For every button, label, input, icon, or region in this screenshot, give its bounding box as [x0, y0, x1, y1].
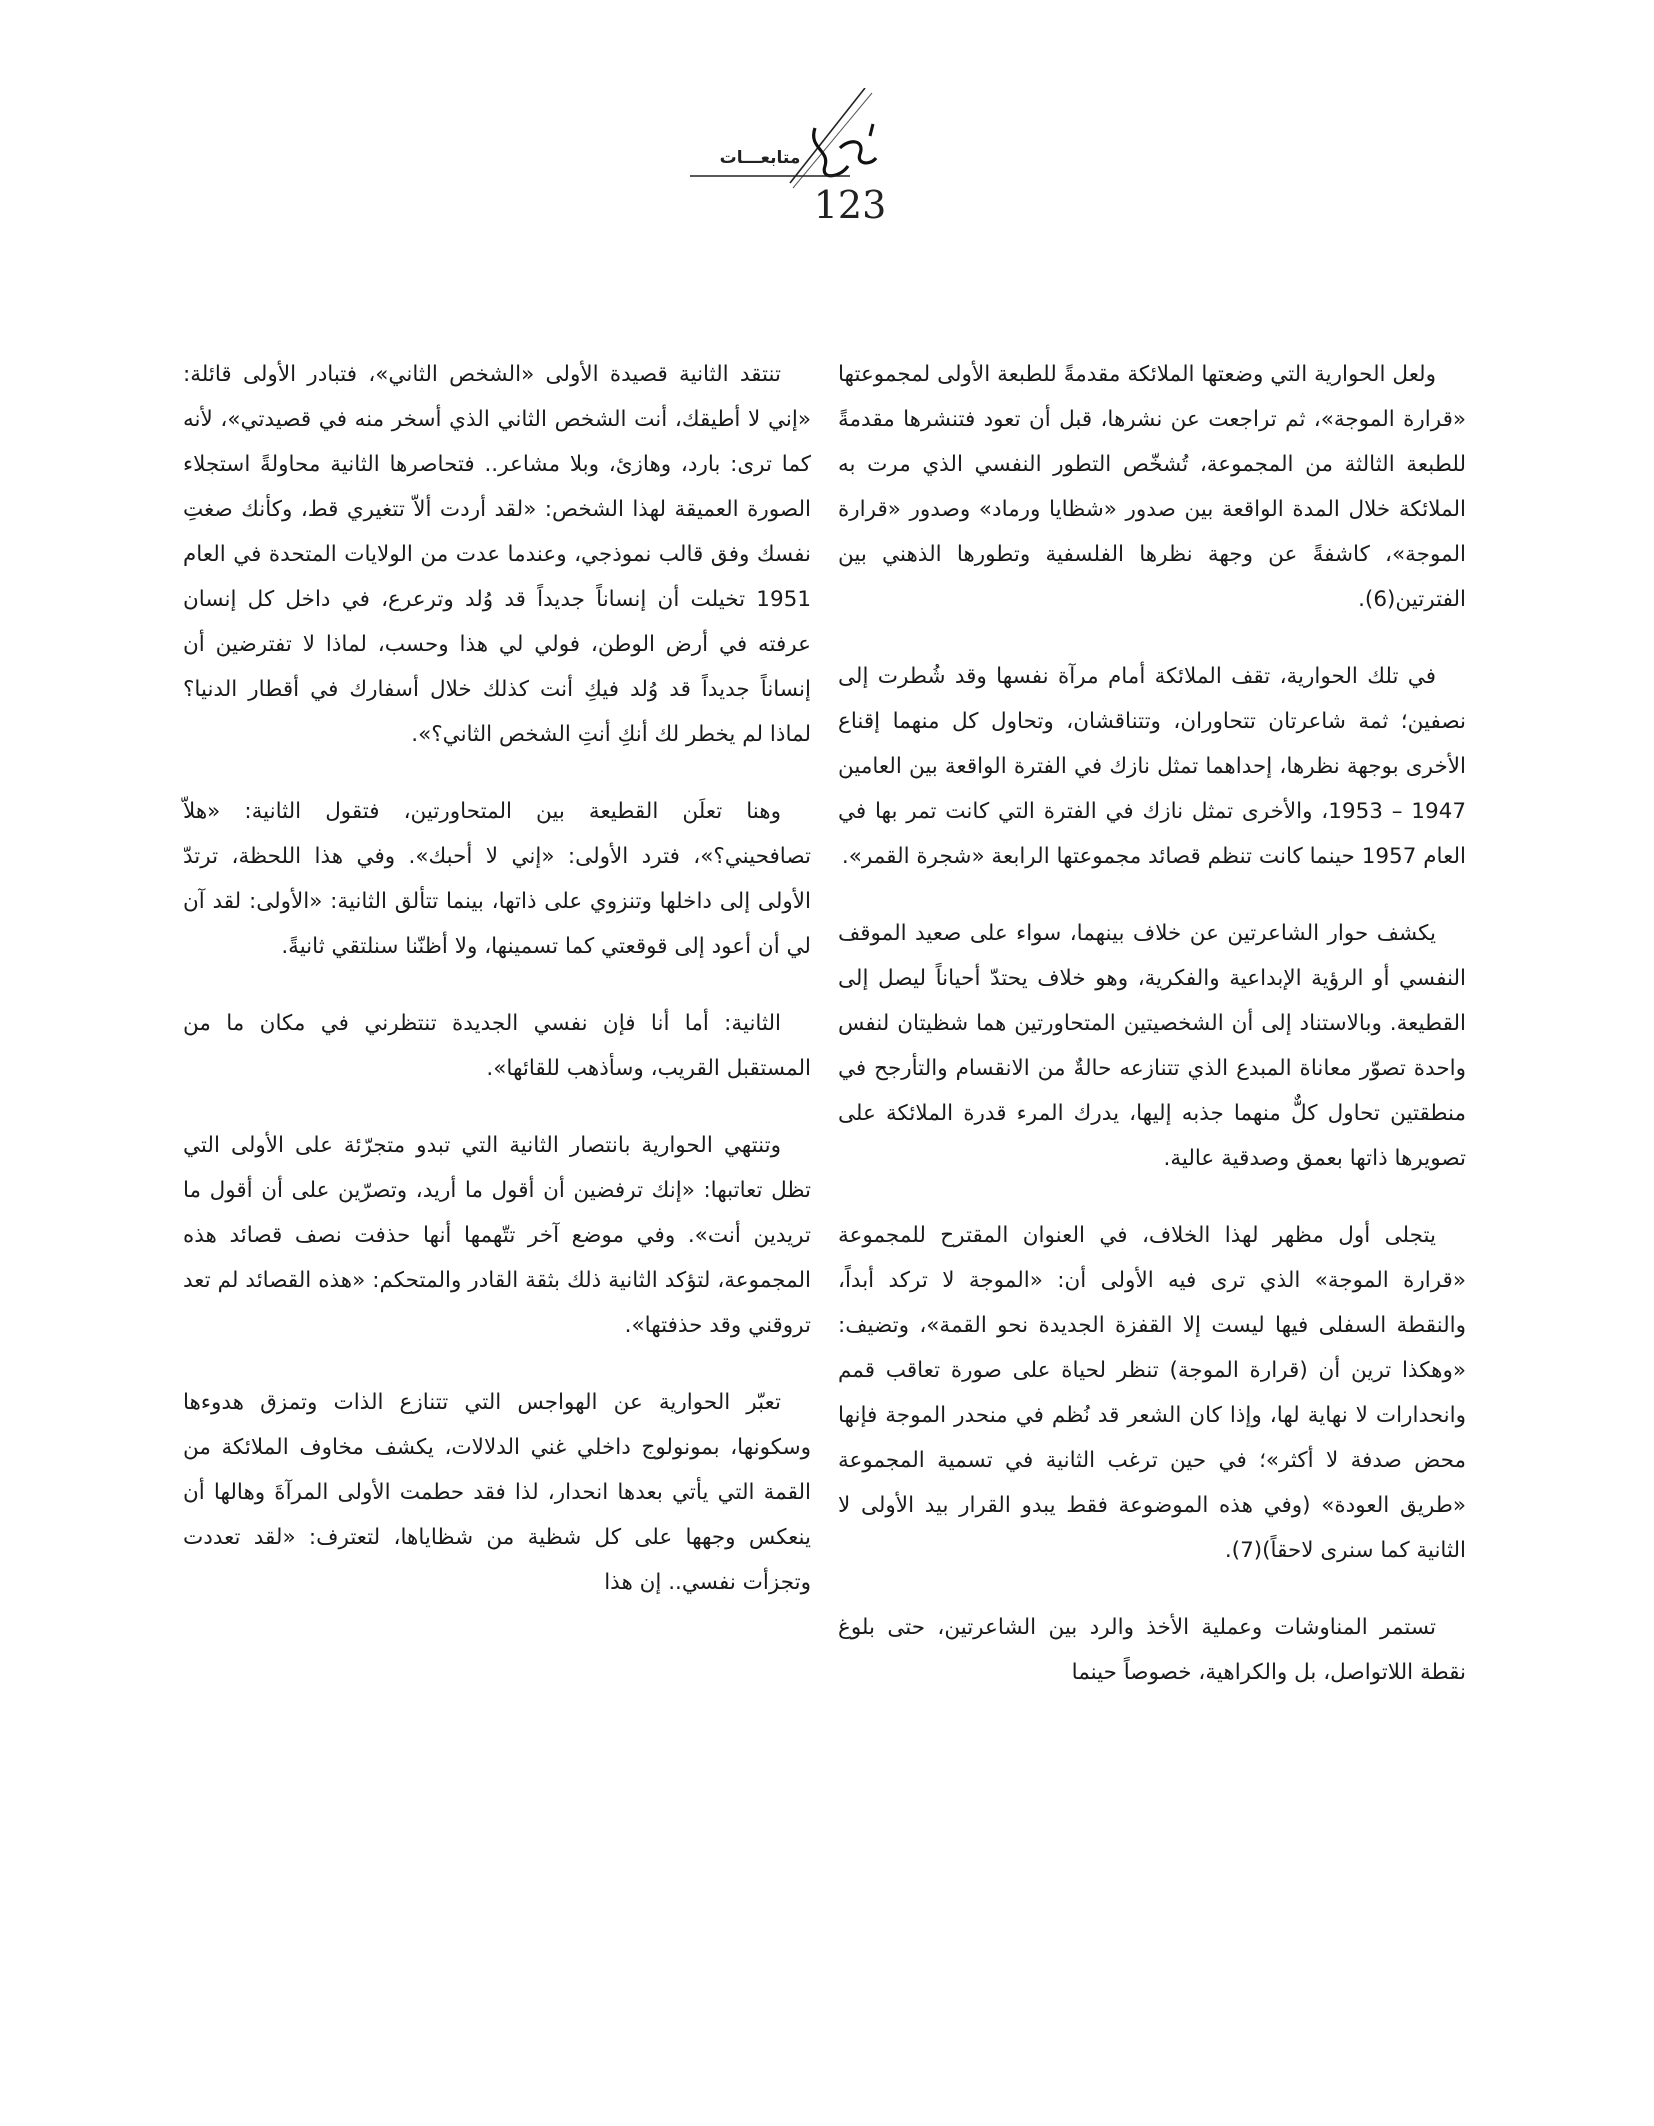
- paragraph: في تلك الحوارية، تقف الملائكة أمام مرآة نفسها وقد شُطرت إلى نصفين؛ ثمة شاعرتان تتحاوران، وتتناقشان، وتحاول كل منهما إقناع الأخرى بوجهة نظرها، إحداهما تمثل نازك في الفترة الواقعة بين العامين 1947 – 1953، والأخرى تمثل نازك في الفترة التي كانت تمر بها في العام 1957 حينما كانت تنظم قصائد مجموعتها الرابعة «شجرة القمر».: [838, 664, 1466, 869]
- paragraph: الثانية: أما أنا فإن نفسي الجديدة تنتظرني في مكان ما من المستقبل القريب، وسأذهب للقائها».: [183, 1011, 811, 1081]
- paragraph: يكشف حوار الشاعرتين عن خلاف بينهما، سواء على صعيد الموقف النفسي أو الرؤية الإبداعية والفكرية، وهو خلاف يحتدّ أحياناً ليصل إلى القطيعة. وبالاستناد إلى أن الشخصيتين المتحاورتين هما شظيتان لنفس واحدة تصوّر معاناة المبدع الذي تتنازعه حالةٌ من الانقسام والتأرجح في منطقتين تحاول كلٌّ منهما جذبه إليها، يدرك المرء قدرة الملائكة على تصويرها ذاتها بعمق وصدقية عالية.: [838, 921, 1466, 1171]
- paragraph: وتنتهي الحوارية بانتصار الثانية التي تبدو متجرّئة على الأولى التي تظل تعاتبها: «إنك ترفضين أن أقول ما أريد، وتصرّين على أن أقول ما تريدين أنت». وفي موضع آخر تتّهمها أنها حذفت نصف قصائد هذه المجموعة، لتؤكد الثانية ذلك بثقة القادر والمتحكم: «هذه القصائد لم تعد تروقني وقد حذفتها».: [183, 1133, 811, 1338]
- paragraph: يتجلى أول مظهر لهذا الخلاف، في العنوان المقترح للمجموعة «قرارة الموجة» الذي ترى فيه الأولى أن: «الموجة لا تركد أبداً، والنقطة السفلى فيها ليست إلا القفزة الجديدة نحو القمة»، وتضيف: «وهكذا ترين أن (قرارة الموجة) تنظر لحياة على صورة تعاقب قمم وانحدارات لا نهاية لها، وإذا كان الشعر قد نُظم في منحدر الموجة فإنها محض صدفة لا أكثر»؛ في حين ترغب الثانية في تسمية المجموعة «طريق العودة» (وفي هذه الموضوعة فقط يبدو القرار بيد الأولى لا الثانية كما سنرى لاحقاً)(7).: [838, 1223, 1466, 1563]
- paragraph: تنتقد الثانية قصيدة الأولى «الشخص الثاني»، فتبادر الأولى قائلة: «إني لا أطيقك، أنت الشخص الثاني الذي أسخر منه في قصيدتي»، لأنه كما ترى: بارد، وهازئ، وبلا مشاعر.. فتحاصرها الثانية محاولةً استجلاء الصورة العميقة لهذا الشخص: «لقد أردت ألاّ تتغيري قط، وكأنك صغتِ نفسك وفق قالب نموذجي، وعندما عدت من الولايات المتحدة في العام 1951 تخيلت أن إنساناً جديداً قد وُلد وترعرع، في داخل كل إنسان عرفته في أرض الوطن، فولي لي هذا وحسب، لماذا لا تفترضين أن إنساناً جديداً قد وُلد فيكِ أنت كذلك خلال أسفارك في أقطار الدنيا؟ لماذا لم يخطر لك أنكِ أنتِ الشخص الثاني؟».: [183, 362, 811, 747]
- section-label: متابعـــات: [719, 148, 801, 168]
- left-column: [183, 352, 811, 1637]
- right-column: [838, 352, 1466, 1727]
- paragraph: ولعل الحوارية التي وضعتها الملائكة مقدمةً للطبعة الأولى لمجموعتها «قرارة الموجة»، ثم تراجعت عن نشرها، قبل أن تعود فتنشرها مقدمةً للطبعة الثالثة من المجموعة، تُشخّص التطور النفسي الذي مرت به الملائكة خلال المدة الواقعة بين صدور «شظايا ورماد» وصدور «قرارة الموجة»، كاشفةً عن وجهة نظرها الفلسفية وتطورها الذهني بين الفترتين(6).: [838, 362, 1466, 612]
- paragraph: تستمر المناوشات وعملية الأخذ والرد بين الشاعرتين، حتى بلوغ نقطة اللاتواصل، بل والكراهية، خصوصاً حينما: [838, 1615, 1466, 1685]
- page-number: 123: [813, 183, 887, 227]
- paragraph: وهنا تعلَن القطيعة بين المتحاورتين، فتقول الثانية: «هلاّ تصافحيني؟»، فترد الأولى: «إني لا أحبك». وفي هذا اللحظة، ترتدّ الأولى إلى داخلها وتنزوي على ذاتها، بينما تتألق الثانية: «الأولى: لقد آن لي أن أعود إلى قوقعتي كما تسمينها، ولا أظنّنا سنلتقي ثانيةً.: [183, 799, 811, 959]
- page-header: [690, 88, 950, 238]
- paragraph: تعبّر الحوارية عن الهواجس التي تتنازع الذات وتمزق هدوءها وسكونها، بمونولوج داخلي غني الدلالات، يكشف مخاوف الملائكة من القمة التي يأتي بعدها انحدار، لذا فقد حطمت الأولى المرآةَ وهالها أن ينعكس وجهها على كل شظية من شظاياها، لتعترف: «لقد تعددت وتجزأت نفسي.. إن هذا: [183, 1390, 811, 1595]
